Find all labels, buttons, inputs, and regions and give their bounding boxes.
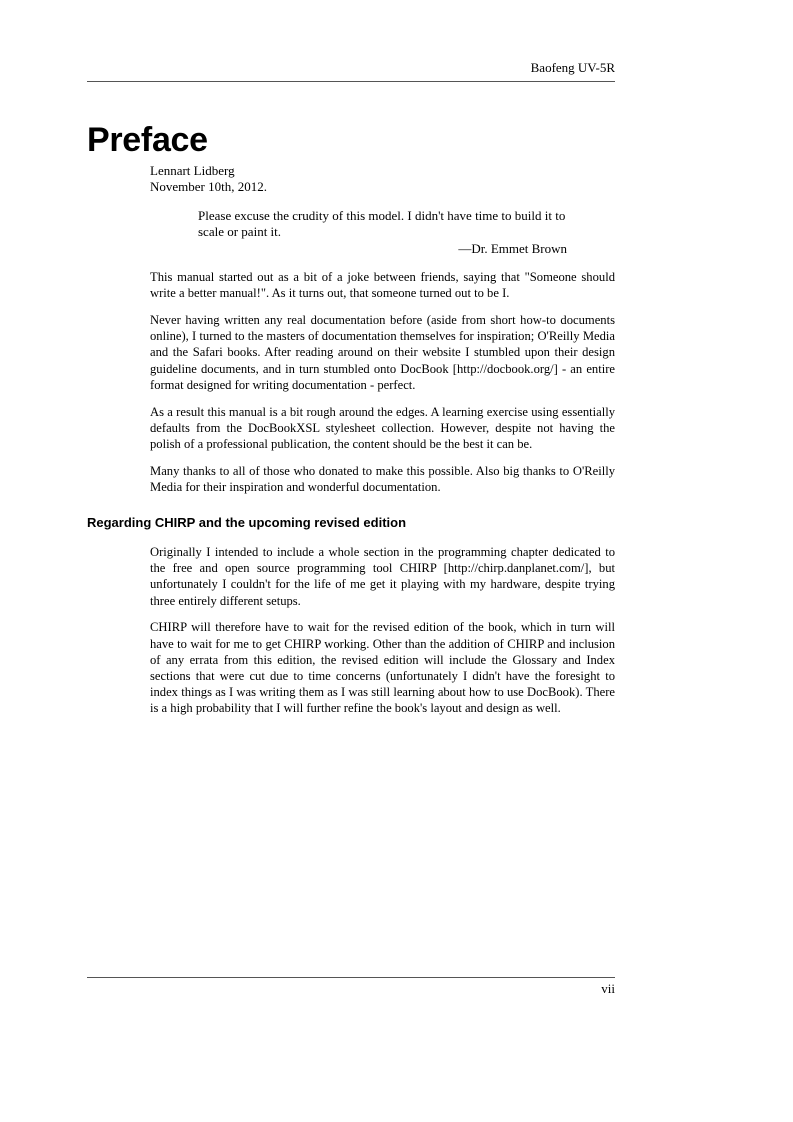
epigraph-attribution: —Dr. Emmet Brown: [458, 241, 567, 256]
footer-rule: [87, 977, 615, 978]
paragraph: Never having written any real documentation before (aside from short how-to documents online), I turned to the masters of documentation themselves for inspiration; O'Reilly Media and the Safari books. After reading around on their website I stumbled upon their design guideline documents, and in turn stumbled onto DocBook [http://docbook.org/] - an entire format designed for writing documentation - perfect.: [150, 313, 615, 392]
section-heading: Regarding CHIRP and the upcoming revised edition: [87, 515, 407, 530]
running-header: Baofeng UV-5R: [530, 60, 615, 75]
page-title: Preface: [87, 121, 208, 159]
epigraph: [198, 208, 567, 257]
header-rule: [87, 81, 615, 82]
paragraph: Many thanks to all of those who donated to make this possible. Also big thanks to O'Reilly Media for their inspiration and wonderful documentation.: [150, 463, 615, 495]
author-name: Lennart Lidberg: [150, 163, 235, 178]
page-number: vii: [601, 981, 615, 996]
author-block: [150, 163, 267, 195]
paragraph: CHIRP will therefore have to wait for the revised edition of the book, which in turn will have to wait for me to get CHIRP working. Other than the addition of CHIRP and inclusion of any errata from this edition, the revised edition will include the Glossary and Index sections that were cut due to time concerns (unfortunately I didn't have the foresight to index things as I was writing them as I was still learning about how to use DocBook). There is a high probability that I will further refine the book's layout and design as well.: [150, 620, 615, 716]
section-body: [150, 544, 615, 727]
paragraph: This manual started out as a bit of a joke between friends, saying that "Someone should write a better manual!". As it turns out, that someone turned out to be I.: [150, 270, 615, 301]
preface-body: [150, 269, 615, 506]
epigraph-text: Please excuse the crudity of this model. I didn't have time to build it to scale or paint it.: [198, 208, 566, 239]
paragraph: As a result this manual is a bit rough around the edges. A learning exercise using essentially defaults from the DocBookXSL stylesheet collection. However, despite not having the polish of a professional publication, the content should be the best it can be.: [150, 404, 615, 452]
author-date: November 10th, 2012.: [150, 179, 267, 194]
paragraph: Originally I intended to include a whole section in the programming chapter dedicated to the free and open source programming tool CHIRP [http://chirp.danplanet.com/], but unfortunately I couldn't for the life of me get it playing with my hardware, despite trying three entirely different setups.: [150, 545, 615, 608]
